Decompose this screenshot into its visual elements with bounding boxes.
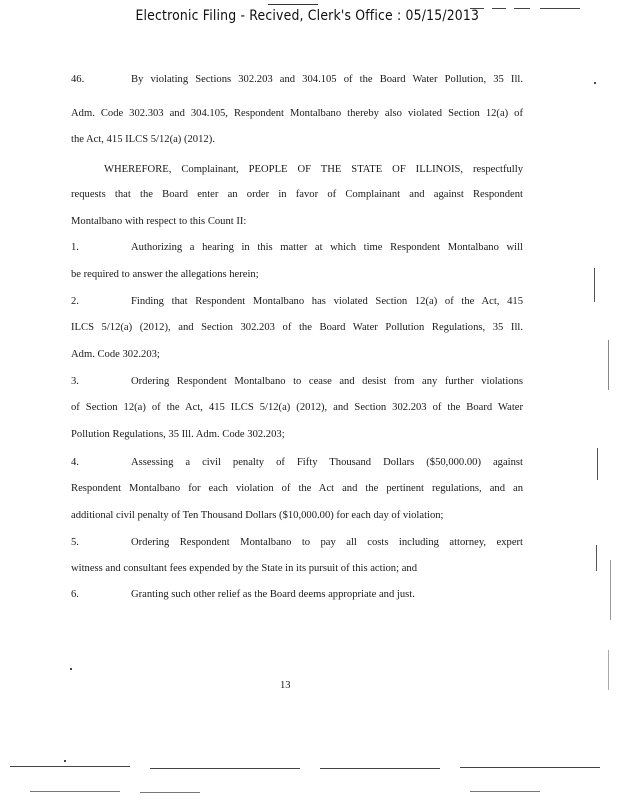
paragraph-number: 46. bbox=[71, 74, 85, 85]
item-3-line-1: 3. Ordering Respondent Montalbano to cease and desist from any further violations bbox=[71, 376, 523, 387]
paragraph-46-line-3: the Act, 415 ILCS 5/12(a) (2012). bbox=[71, 134, 215, 145]
stamp-overline bbox=[268, 4, 318, 5]
item-2-line-2: ILCS 5/12(a) (2012), and Section 302.203 of the Board Water Pollution Regulations, 35 Ill. bbox=[71, 322, 523, 333]
scan-rule bbox=[320, 768, 440, 769]
scan-mark bbox=[608, 340, 609, 390]
scan-speck bbox=[64, 760, 66, 762]
scan-speck bbox=[594, 82, 596, 84]
electronic-filing-stamp: Electronic Filing - Recived, Clerk's Office : 05/15/2013 bbox=[135, 8, 480, 24]
scan-dash bbox=[540, 8, 580, 9]
item-number: 1. bbox=[71, 242, 79, 253]
scan-rule bbox=[30, 791, 120, 792]
scan-rule bbox=[460, 767, 600, 768]
scan-mark bbox=[608, 650, 609, 690]
item-2-line-1: 2. Finding that Respondent Montalbano has violated Section 12(a) of the Act, 415 bbox=[71, 296, 523, 307]
item-4-line-2: Respondent Montalbano for each violation of the Act and the pertinent regulations, and an bbox=[71, 483, 523, 494]
wherefore-line-2: requests that the Board enter an order in favor of Complainant and against Respondent bbox=[71, 189, 523, 200]
scan-speck bbox=[70, 668, 72, 670]
item-number: 5. bbox=[71, 537, 79, 548]
item-4-line-1: 4. Assessing a civil penalty of Fifty Thousand Dollars ($50,000.00) against bbox=[71, 457, 523, 468]
scan-dash bbox=[492, 8, 506, 9]
item-number: 3. bbox=[71, 376, 79, 387]
item-number: 4. bbox=[71, 457, 79, 468]
item-number: 2. bbox=[71, 296, 79, 307]
item-number: 6. bbox=[71, 589, 79, 600]
scan-mark bbox=[610, 560, 611, 620]
item-1-line-2: be required to answer the allegations herein; bbox=[71, 269, 259, 280]
paragraph-46-line-2: Adm. Code 302.303 and 304.105, Respondent Montalbano thereby also violated Section 12(a) of bbox=[71, 108, 523, 119]
item-2-line-3: Adm. Code 302.203; bbox=[71, 349, 160, 360]
scan-rule bbox=[140, 792, 200, 793]
scan-dash bbox=[514, 8, 530, 9]
item-5-line-1: 5. Ordering Respondent Montalbano to pay all costs including attorney, expert bbox=[71, 537, 523, 548]
item-4-line-3: additional civil penalty of Ten Thousand Dollars ($10,000.00) for each day of violation; bbox=[71, 510, 444, 521]
scan-rule bbox=[150, 768, 300, 769]
wherefore-line-3: Montalbano with respect to this Count II: bbox=[71, 216, 247, 227]
item-1-line-1: 1. Authorizing a hearing in this matter at which time Respondent Montalbano will bbox=[71, 242, 523, 253]
scan-dash bbox=[470, 8, 484, 9]
item-6-line-1: 6. Granting such other relief as the Board deems appropriate and just. bbox=[71, 589, 415, 600]
wherefore-line-1: WHEREFORE, Complainant, PEOPLE OF THE STATE OF ILLINOIS, respectfully bbox=[104, 164, 523, 175]
scan-mark bbox=[597, 448, 598, 480]
item-3-line-2: of Section 12(a) of the Act, 415 ILCS 5/12(a) (2012), and Section 302.203 of the Board Water bbox=[71, 402, 523, 413]
page-number: 13 bbox=[280, 680, 291, 691]
scan-mark bbox=[596, 545, 597, 571]
item-3-line-3: Pollution Regulations, 35 Ill. Adm. Code 302.203; bbox=[71, 429, 285, 440]
scan-rule bbox=[470, 791, 540, 792]
paragraph-46-line-1: 46. By violating Sections 302.203 and 304.105 of the Board Water Pollution, 35 Ill. bbox=[71, 74, 523, 85]
scan-mark bbox=[594, 268, 595, 302]
item-5-line-2: witness and consultant fees expended by the State in its pursuit of this action; and bbox=[71, 563, 417, 574]
scan-rule bbox=[10, 766, 130, 767]
